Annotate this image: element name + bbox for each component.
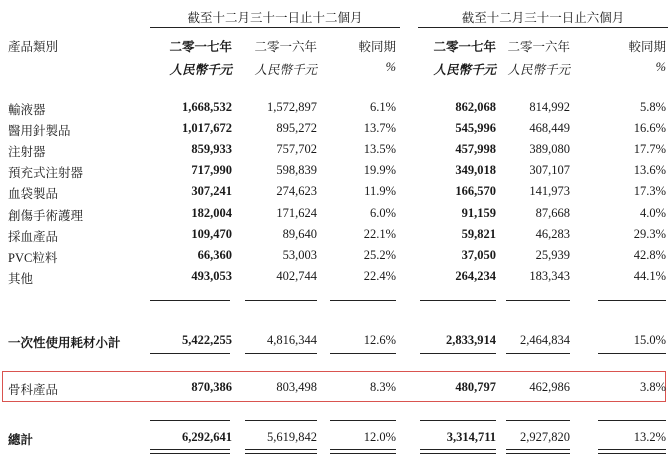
group-rule-12: [150, 27, 400, 28]
row-cell-e: 468,449: [529, 121, 570, 135]
row-cell-d: 91,159: [461, 206, 496, 220]
row-label: 預充式注射器: [8, 166, 84, 180]
row-cell-a: 493,053: [191, 269, 232, 283]
unit-2017-12m: 人民幣千元: [169, 63, 232, 77]
subtotal-d: 2,833,914: [446, 333, 496, 347]
group-rule-6: [418, 27, 668, 28]
row-cell-d: 457,998: [455, 142, 496, 156]
row-cell-c: 22.4%: [363, 269, 396, 283]
row-cell-d: 862,068: [455, 100, 496, 114]
row-cell-f: 42.8%: [633, 248, 666, 262]
rule-sub2-a: [150, 353, 230, 354]
group-header-12-months: 截至十二月三十一日止十二個月: [187, 11, 363, 25]
row-cell-a: 1,017,672: [182, 121, 232, 135]
rule-sub2-f: [598, 353, 666, 354]
row-label: 血袋製品: [8, 187, 59, 201]
row-cell-e: 307,107: [529, 163, 570, 177]
subtotal-label: 一次性使用耗材小計: [8, 336, 121, 350]
category-column-header: 產品類別: [8, 40, 59, 54]
row-cell-c: 25.2%: [363, 248, 396, 262]
row-cell-b: 1,572,897: [267, 100, 317, 114]
row-label: 其他: [8, 272, 34, 286]
row-cell-b: 274,623: [276, 184, 317, 198]
dbl-tot-e: [506, 449, 570, 454]
ortho-b: 803,498: [276, 380, 317, 394]
rule-tot-c: [330, 420, 396, 421]
rule-tot-f: [598, 420, 666, 421]
row-cell-c: 11.9%: [364, 184, 396, 198]
col-2017-6m-header: 二零一七年: [433, 40, 496, 54]
row-cell-e: 87,668: [535, 206, 570, 220]
dbl-tot-b: [245, 449, 317, 454]
total-label: 總計: [8, 433, 34, 447]
row-label: 醫用針製品: [8, 124, 71, 138]
row-cell-e: 389,080: [529, 142, 570, 156]
col-change-12m-header: 較同期: [358, 40, 396, 54]
row-cell-a: 307,241: [191, 184, 232, 198]
pct-12m: %: [385, 60, 396, 74]
row-cell-a: 1,668,532: [182, 100, 232, 114]
rule-sub-a: [150, 300, 230, 301]
col-2016-12m-header: 二零一六年: [254, 40, 317, 54]
ortho-f: 3.8%: [639, 380, 666, 394]
row-cell-e: 46,283: [535, 227, 570, 241]
pct-6m: %: [655, 60, 666, 74]
subtotal-a: 5,422,255: [182, 333, 232, 347]
row-cell-e: 814,992: [529, 100, 570, 114]
dbl-tot-a: [150, 449, 230, 454]
subtotal-e: 2,464,834: [520, 333, 570, 347]
rule-sub2-e: [506, 353, 570, 354]
row-cell-f: 13.6%: [633, 163, 666, 177]
total-f: 13.2%: [633, 430, 666, 444]
row-cell-d: 166,570: [455, 184, 496, 198]
rule-sub-b: [245, 300, 317, 301]
total-d: 3,314,711: [446, 430, 496, 444]
ortho-label: 骨科產品: [8, 383, 59, 397]
subtotal-c: 12.6%: [363, 333, 396, 347]
row-cell-f: 5.8%: [639, 100, 666, 114]
ortho-c: 8.3%: [369, 380, 396, 394]
row-cell-c: 13.5%: [363, 142, 396, 156]
rule-tot-e: [506, 420, 570, 421]
group-header-6-months: 截至十二月三十一日止六個月: [461, 11, 625, 25]
row-cell-e: 183,343: [529, 269, 570, 283]
unit-2016-12m: 人民幣千元: [254, 63, 317, 77]
rule-sub-d: [420, 300, 496, 301]
row-cell-b: 402,744: [276, 269, 317, 283]
ortho-a: 870,386: [191, 380, 232, 394]
row-cell-f: 44.1%: [633, 269, 666, 283]
total-c: 12.0%: [363, 430, 396, 444]
row-cell-f: 4.0%: [639, 206, 666, 220]
col-change-6m-header: 較同期: [628, 40, 666, 54]
row-label: PVC粒料: [8, 251, 58, 265]
row-cell-f: 17.3%: [633, 184, 666, 198]
row-cell-e: 25,939: [535, 248, 570, 262]
row-cell-b: 89,640: [282, 227, 317, 241]
row-cell-a: 66,360: [197, 248, 232, 262]
row-cell-c: 19.9%: [363, 163, 396, 177]
total-e: 2,927,820: [520, 430, 570, 444]
dbl-tot-c: [330, 449, 396, 454]
rule-tot-b: [245, 420, 317, 421]
row-cell-d: 59,821: [461, 227, 496, 241]
rule-tot-d: [420, 420, 496, 421]
row-cell-b: 598,839: [276, 163, 317, 177]
rule-sub-c: [330, 300, 396, 301]
row-cell-d: 349,018: [455, 163, 496, 177]
subtotal-b: 4,816,344: [267, 333, 317, 347]
row-cell-c: 6.0%: [369, 206, 396, 220]
row-cell-f: 16.6%: [633, 121, 666, 135]
row-cell-a: 717,990: [191, 163, 232, 177]
row-label: 注射器: [8, 145, 46, 159]
row-cell-d: 37,050: [461, 248, 496, 262]
col-2016-6m-header: 二零一六年: [507, 40, 570, 54]
row-cell-a: 182,004: [191, 206, 232, 220]
row-label: 創傷手術護理: [8, 209, 84, 223]
row-cell-c: 13.7%: [363, 121, 396, 135]
row-cell-f: 17.7%: [633, 142, 666, 156]
rule-sub2-b: [245, 353, 317, 354]
row-cell-a: 109,470: [191, 227, 232, 241]
ortho-d: 480,797: [455, 380, 496, 394]
row-cell-a: 859,933: [191, 142, 232, 156]
total-b: 5,619,842: [267, 430, 317, 444]
unit-2017-6m: 人民幣千元: [433, 63, 496, 77]
ortho-e: 462,986: [529, 380, 570, 394]
row-cell-c: 22.1%: [363, 227, 396, 241]
row-cell-b: 53,003: [282, 248, 317, 262]
row-cell-f: 29.3%: [633, 227, 666, 241]
dbl-tot-f: [598, 449, 666, 454]
rule-sub-f: [598, 300, 666, 301]
rule-tot-a: [150, 420, 230, 421]
total-a: 6,292,641: [182, 430, 232, 444]
row-cell-b: 757,702: [276, 142, 317, 156]
row-label: 採血產品: [8, 230, 59, 244]
row-cell-d: 545,996: [455, 121, 496, 135]
row-cell-e: 141,973: [529, 184, 570, 198]
subtotal-f: 15.0%: [633, 333, 666, 347]
rule-sub2-d: [420, 353, 496, 354]
row-label: 輸液器: [8, 103, 46, 117]
col-2017-12m-header: 二零一七年: [169, 40, 232, 54]
row-cell-b: 171,624: [276, 206, 317, 220]
row-cell-c: 6.1%: [369, 100, 396, 114]
row-cell-b: 895,272: [276, 121, 317, 135]
row-cell-d: 264,234: [455, 269, 496, 283]
rule-sub-e: [506, 300, 570, 301]
unit-2016-6m: 人民幣千元: [507, 63, 570, 77]
dbl-tot-d: [420, 449, 496, 454]
rule-sub2-c: [330, 353, 396, 354]
